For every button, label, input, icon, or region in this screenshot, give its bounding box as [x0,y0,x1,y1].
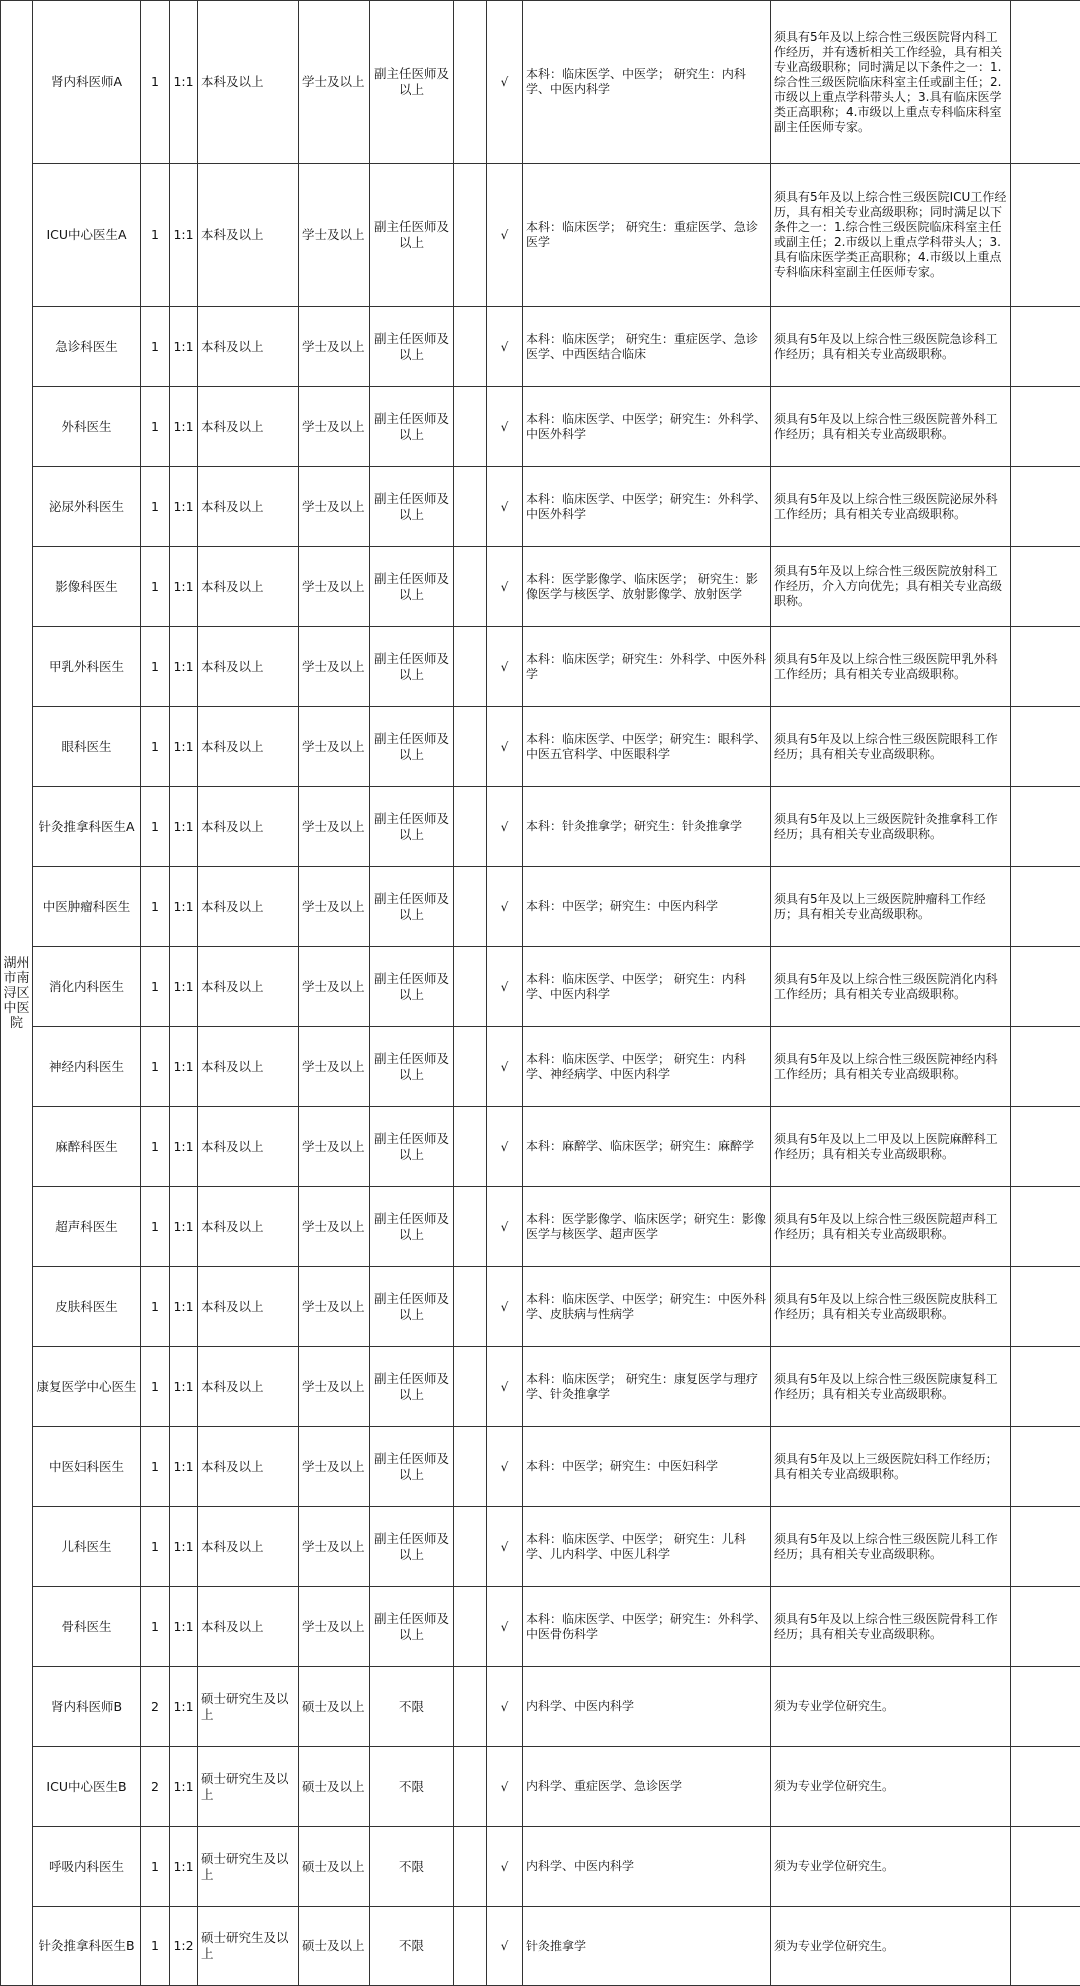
remarks-cell [1011,1587,1080,1667]
table-row [1,164,1080,307]
remarks-cell [1011,1427,1080,1507]
remarks-cell [1011,1747,1080,1827]
major-cell: 本科：临床医学、中医学；研究生：中医外科学、皮肤病与性病学 [523,1267,771,1347]
notes-cell: 须具有5年及以上综合性三级医院普外科工作经历；具有相关专业高级职称。 [771,387,1011,467]
position-cell: 甲乳外科医生 [33,627,141,707]
count-cell: 1 [141,547,170,627]
check-cell: √ [487,1267,523,1347]
title-cell: 副主任医师及以上 [370,1027,454,1107]
major-cell: 本科：针灸推拿学；研究生：针灸推拿学 [523,787,771,867]
table-row [1,1587,1080,1667]
table-row [1,1,1080,164]
degree-cell: 学士及以上 [299,627,370,707]
position-cell: 消化内科医生 [33,947,141,1027]
position-cell: 呼吸内科医生 [33,1827,141,1907]
degree-cell: 学士及以上 [299,1587,370,1667]
title-cell: 副主任医师及以上 [370,1507,454,1587]
degree-cell: 学士及以上 [299,707,370,787]
ratio-cell: 1:1 [170,947,198,1027]
count-cell: 1 [141,1,170,164]
ratio-cell: 1:1 [170,1827,198,1907]
remarks-cell [1011,387,1080,467]
count-cell: 1 [141,1907,170,1986]
degree-cell: 学士及以上 [299,867,370,947]
major-cell: 本科：临床医学； 研究生：康复医学与理疗学、针灸推拿学 [523,1347,771,1427]
title-cell: 副主任医师及以上 [370,547,454,627]
degree-cell: 学士及以上 [299,1427,370,1507]
table-row [1,947,1080,1027]
position-cell: 神经内科医生 [33,1027,141,1107]
notes-cell: 须为专业学位研究生。 [771,1667,1011,1747]
position-cell: 眼科医生 [33,707,141,787]
table-row [1,547,1080,627]
ratio-cell: 1:1 [170,1107,198,1187]
table-row [1,1907,1080,1986]
title-cell: 副主任医师及以上 [370,1267,454,1347]
ratio-cell: 1:1 [170,1347,198,1427]
check-cell: √ [487,1347,523,1427]
degree-cell: 学士及以上 [299,947,370,1027]
notes-cell: 须具有5年及以上综合性三级医院泌尿外科工作经历；具有相关专业高级职称。 [771,467,1011,547]
position-cell: 针灸推拿科医生B [33,1907,141,1986]
blank-cell [454,787,487,867]
notes-cell: 须具有5年及以上三级医院针灸推拿科工作经历；具有相关专业高级职称。 [771,787,1011,867]
ratio-cell: 1:1 [170,1427,198,1507]
title-cell: 不限 [370,1747,454,1827]
count-cell: 1 [141,947,170,1027]
count-cell: 1 [141,1827,170,1907]
blank-cell [454,387,487,467]
major-cell: 本科：临床医学、中医学； 研究生：内科学、中医内科学 [523,1,771,164]
remarks-cell [1011,1027,1080,1107]
notes-cell: 须具有5年及以上综合性三级医院骨科工作经历；具有相关专业高级职称。 [771,1587,1011,1667]
major-cell: 本科：临床医学、中医学； 研究生：内科学、中医内科学 [523,947,771,1027]
remarks-cell [1011,1347,1080,1427]
check-cell: √ [487,1187,523,1267]
major-cell: 内科学、重症医学、急诊医学 [523,1747,771,1827]
notes-cell: 须具有5年及以上综合性三级医院康复科工作经历；具有相关专业高级职称。 [771,1347,1011,1427]
check-cell: √ [487,947,523,1027]
title-cell: 副主任医师及以上 [370,1107,454,1187]
remarks-cell [1011,947,1080,1027]
degree-cell: 硕士及以上 [299,1907,370,1986]
check-cell: √ [487,1907,523,1986]
ratio-cell: 1:1 [170,1027,198,1107]
education-cell: 本科及以上 [198,1107,299,1187]
position-cell: 针灸推拿科医生A [33,787,141,867]
title-cell: 副主任医师及以上 [370,787,454,867]
title-cell: 副主任医师及以上 [370,1427,454,1507]
check-cell: √ [487,787,523,867]
notes-cell: 须具有5年及以上三级医院肿瘤科工作经历；具有相关专业高级职称。 [771,867,1011,947]
position-cell: 超声科医生 [33,1187,141,1267]
count-cell: 2 [141,1667,170,1747]
table-row [1,867,1080,947]
blank-cell [454,1347,487,1427]
title-cell: 副主任医师及以上 [370,1,454,164]
major-cell: 本科：中医学；研究生：中医妇科学 [523,1427,771,1507]
title-cell: 副主任医师及以上 [370,1187,454,1267]
major-cell: 本科：中医学；研究生：中医内科学 [523,867,771,947]
position-cell: 骨科医生 [33,1587,141,1667]
notes-cell: 须为专业学位研究生。 [771,1747,1011,1827]
remarks-cell [1011,1827,1080,1907]
count-cell: 2 [141,1747,170,1827]
check-cell: √ [487,1,523,164]
ratio-cell: 1:1 [170,1587,198,1667]
blank-cell [454,467,487,547]
position-cell: 肾内科医师B [33,1667,141,1747]
table-row [1,627,1080,707]
title-cell: 副主任医师及以上 [370,164,454,307]
major-cell: 本科：医学影像学、临床医学； 研究生：影像医学与核医学、放射影像学、放射医学 [523,547,771,627]
blank-cell [454,1427,487,1507]
degree-cell: 学士及以上 [299,467,370,547]
position-cell: 急诊科医生 [33,307,141,387]
education-cell: 本科及以上 [198,1187,299,1267]
major-cell: 针灸推拿学 [523,1907,771,1986]
major-cell: 本科：临床医学、中医学； 研究生：儿科学、儿内科学、中医儿科学 [523,1507,771,1587]
count-cell: 1 [141,1187,170,1267]
check-cell: √ [487,1507,523,1587]
table-row [1,467,1080,547]
check-cell: √ [487,307,523,387]
major-cell: 本科：临床医学、中医学；研究生：外科学、中医外科学 [523,387,771,467]
education-cell: 本科及以上 [198,1,299,164]
title-cell: 副主任医师及以上 [370,387,454,467]
position-cell: 儿科医生 [33,1507,141,1587]
count-cell: 1 [141,1587,170,1667]
education-cell: 本科及以上 [198,164,299,307]
table-row [1,1747,1080,1827]
education-cell: 本科及以上 [198,467,299,547]
title-cell: 副主任医师及以上 [370,307,454,387]
check-cell: √ [487,467,523,547]
notes-cell: 须具有5年及以上综合性三级医院皮肤科工作经历；具有相关专业高级职称。 [771,1267,1011,1347]
title-cell: 副主任医师及以上 [370,1587,454,1667]
blank-cell [454,867,487,947]
count-cell: 1 [141,1347,170,1427]
title-cell: 不限 [370,1827,454,1907]
notes-cell: 须具有5年及以上综合性三级医院消化内科工作经历；具有相关专业高级职称。 [771,947,1011,1027]
notes-cell: 须具有5年及以上综合性三级医院放射科工作经历，介入方向优先；具有相关专业高级职称。 [771,547,1011,627]
education-cell: 本科及以上 [198,547,299,627]
count-cell: 1 [141,1107,170,1187]
blank-cell [454,164,487,307]
count-cell: 1 [141,1507,170,1587]
ratio-cell: 1:1 [170,1,198,164]
degree-cell: 学士及以上 [299,1507,370,1587]
notes-cell: 须具有5年及以上综合性三级医院神经内科工作经历；具有相关专业高级职称。 [771,1027,1011,1107]
count-cell: 1 [141,307,170,387]
education-cell: 本科及以上 [198,1507,299,1587]
education-cell: 硕士研究生及以上 [198,1667,299,1747]
degree-cell: 硕士及以上 [299,1667,370,1747]
education-cell: 本科及以上 [198,1267,299,1347]
major-cell: 本科：临床医学、中医学；研究生：外科学、中医骨伤科学 [523,1587,771,1667]
ratio-cell: 1:1 [170,1667,198,1747]
check-cell: √ [487,1827,523,1907]
degree-cell: 学士及以上 [299,787,370,867]
education-cell: 本科及以上 [198,707,299,787]
title-cell: 不限 [370,1667,454,1747]
degree-cell: 学士及以上 [299,1187,370,1267]
table-row [1,1027,1080,1107]
check-cell: √ [487,1107,523,1187]
blank-cell [454,1107,487,1187]
blank-cell [454,1747,487,1827]
remarks-cell [1011,867,1080,947]
education-cell: 本科及以上 [198,1027,299,1107]
blank-cell [454,1267,487,1347]
major-cell: 本科：临床医学、中医学； 研究生：内科学、神经病学、中医内科学 [523,1027,771,1107]
remarks-cell [1011,307,1080,387]
education-cell: 硕士研究生及以上 [198,1907,299,1986]
check-cell: √ [487,1667,523,1747]
count-cell: 1 [141,387,170,467]
degree-cell: 学士及以上 [299,1267,370,1347]
position-cell: 外科医生 [33,387,141,467]
education-cell: 本科及以上 [198,1427,299,1507]
notes-cell: 须具有5年及以上三级医院妇科工作经历；具有相关专业高级职称。 [771,1427,1011,1507]
ratio-cell: 1:1 [170,867,198,947]
title-cell: 副主任医师及以上 [370,947,454,1027]
table-row [1,1427,1080,1507]
title-cell: 副主任医师及以上 [370,627,454,707]
table-row [1,1107,1080,1187]
count-cell: 1 [141,707,170,787]
blank-cell [454,707,487,787]
education-cell: 本科及以上 [198,627,299,707]
degree-cell: 学士及以上 [299,164,370,307]
ratio-cell: 1:1 [170,387,198,467]
degree-cell: 硕士及以上 [299,1747,370,1827]
count-cell: 1 [141,1267,170,1347]
major-cell: 本科：临床医学；研究生：外科学、中医外科学 [523,627,771,707]
blank-cell [454,627,487,707]
check-cell: √ [487,164,523,307]
table-row [1,307,1080,387]
table-row [1,1667,1080,1747]
education-cell: 本科及以上 [198,947,299,1027]
remarks-cell [1011,1107,1080,1187]
education-cell: 本科及以上 [198,387,299,467]
blank-cell [454,1507,487,1587]
blank-cell [454,1667,487,1747]
blank-cell [454,1907,487,1986]
remarks-cell [1011,1187,1080,1267]
count-cell: 1 [141,1427,170,1507]
title-cell: 副主任医师及以上 [370,707,454,787]
notes-cell: 须为专业学位研究生。 [771,1907,1011,1986]
check-cell: √ [487,627,523,707]
education-cell: 本科及以上 [198,867,299,947]
check-cell: √ [487,387,523,467]
degree-cell: 学士及以上 [299,1107,370,1187]
position-cell: 中医肿瘤科医生 [33,867,141,947]
remarks-cell [1011,467,1080,547]
title-cell: 副主任医师及以上 [370,467,454,547]
table-body [1,1,1080,1986]
remarks-cell [1011,164,1080,307]
notes-cell: 须为专业学位研究生。 [771,1827,1011,1907]
blank-cell [454,1587,487,1667]
position-cell: 麻醉科医生 [33,1107,141,1187]
major-cell: 本科：临床医学、中医学；研究生：眼科学、中医五官科学、中医眼科学 [523,707,771,787]
remarks-cell [1011,787,1080,867]
notes-cell: 须具有5年及以上综合性三级医院肾内科工作经历，并有透析相关工作经验，具有相关专业高级职称；同时满足以下条件之一：1.综合性三级医院临床科室主任或副主任；2.市级以上重点学科带头人；3.具有临床医学类正高职称；4.市级以上重点专科临床科室副主任医师专家。 [771,1,1011,164]
title-cell: 副主任医师及以上 [370,1347,454,1427]
notes-cell: 须具有5年及以上二甲及以上医院麻醉科工作经历；具有相关专业高级职称。 [771,1107,1011,1187]
title-cell: 副主任医师及以上 [370,867,454,947]
major-cell: 本科：临床医学、中医学；研究生：外科学、中医外科学 [523,467,771,547]
ratio-cell: 1:1 [170,307,198,387]
education-cell: 硕士研究生及以上 [198,1827,299,1907]
ratio-cell: 1:1 [170,1507,198,1587]
position-cell: 中医妇科医生 [33,1427,141,1507]
position-cell: 泌尿外科医生 [33,467,141,547]
notes-cell: 须具有5年及以上综合性三级医院眼科工作经历；具有相关专业高级职称。 [771,707,1011,787]
remarks-cell [1011,1267,1080,1347]
major-cell: 本科：临床医学； 研究生：重症医学、急诊医学 [523,164,771,307]
check-cell: √ [487,1587,523,1667]
ratio-cell: 1:2 [170,1907,198,1986]
position-cell: ICU中心医生B [33,1747,141,1827]
count-cell: 1 [141,867,170,947]
notes-cell: 须具有5年及以上综合性三级医院儿科工作经历；具有相关专业高级职称。 [771,1507,1011,1587]
check-cell: √ [487,1427,523,1507]
position-cell: 康复医学中心医生 [33,1347,141,1427]
table-row [1,1507,1080,1587]
table-row [1,1827,1080,1907]
notes-cell: 须具有5年及以上综合性三级医院急诊科工作经历；具有相关专业高级职称。 [771,307,1011,387]
remarks-cell [1011,707,1080,787]
major-cell: 本科：医学影像学、临床医学；研究生：影像医学与核医学、超声医学 [523,1187,771,1267]
table-row [1,1267,1080,1347]
notes-cell: 须具有5年及以上综合性三级医院超声科工作经历；具有相关专业高级职称。 [771,1187,1011,1267]
position-cell: ICU中心医生A [33,164,141,307]
count-cell: 1 [141,627,170,707]
blank-cell [454,547,487,627]
notes-cell: 须具有5年及以上综合性三级医院甲乳外科工作经历；具有相关专业高级职称。 [771,627,1011,707]
blank-cell [454,1,487,164]
major-cell: 本科：临床医学； 研究生：重症医学、急诊医学、中西医结合临床 [523,307,771,387]
degree-cell: 硕士及以上 [299,1827,370,1907]
remarks-cell [1011,1507,1080,1587]
ratio-cell: 1:1 [170,467,198,547]
degree-cell: 学士及以上 [299,1027,370,1107]
major-cell: 内科学、中医内科学 [523,1667,771,1747]
table-row [1,707,1080,787]
degree-cell: 学士及以上 [299,387,370,467]
ratio-cell: 1:1 [170,1267,198,1347]
unit-name-cell: 湖州市南浔区中医院 [1,1,33,1986]
table-row [1,387,1080,467]
ratio-cell: 1:1 [170,1187,198,1267]
position-cell: 影像科医生 [33,547,141,627]
remarks-cell [1011,1,1080,164]
table-row [1,787,1080,867]
check-cell: √ [487,1747,523,1827]
check-cell: √ [487,547,523,627]
count-cell: 1 [141,1027,170,1107]
degree-cell: 学士及以上 [299,1,370,164]
remarks-cell [1011,547,1080,627]
check-cell: √ [487,707,523,787]
education-cell: 本科及以上 [198,787,299,867]
degree-cell: 学士及以上 [299,547,370,627]
education-cell: 硕士研究生及以上 [198,1747,299,1827]
blank-cell [454,1027,487,1107]
remarks-cell [1011,627,1080,707]
blank-cell [454,947,487,1027]
major-cell: 内科学、中医内科学 [523,1827,771,1907]
ratio-cell: 1:1 [170,707,198,787]
blank-cell [454,307,487,387]
table-row [1,1187,1080,1267]
blank-cell [454,1827,487,1907]
ratio-cell: 1:1 [170,547,198,627]
degree-cell: 学士及以上 [299,1347,370,1427]
notes-cell: 须具有5年及以上综合性三级医院ICU工作经历，具有相关专业高级职称；同时满足以下条件之一：1.综合性三级医院临床科室主任或副主任；2.市级以上重点学科带头人；3.具有临床医学类正高职称；4.市级以上重点专科临床科室副主任医师专家。 [771,164,1011,307]
check-cell: √ [487,1027,523,1107]
position-cell: 肾内科医师A [33,1,141,164]
ratio-cell: 1:1 [170,787,198,867]
blank-cell [454,1187,487,1267]
position-cell: 皮肤科医生 [33,1267,141,1347]
table-row [1,1347,1080,1427]
title-cell: 不限 [370,1907,454,1986]
education-cell: 本科及以上 [198,1347,299,1427]
count-cell: 1 [141,787,170,867]
check-cell: √ [487,867,523,947]
major-cell: 本科：麻醉学、临床医学；研究生：麻醉学 [523,1107,771,1187]
count-cell: 1 [141,467,170,547]
remarks-cell [1011,1907,1080,1986]
education-cell: 本科及以上 [198,1587,299,1667]
remarks-cell [1011,1667,1080,1747]
ratio-cell: 1:1 [170,627,198,707]
ratio-cell: 1:1 [170,1747,198,1827]
education-cell: 本科及以上 [198,307,299,387]
degree-cell: 学士及以上 [299,307,370,387]
ratio-cell: 1:1 [170,164,198,307]
count-cell: 1 [141,164,170,307]
